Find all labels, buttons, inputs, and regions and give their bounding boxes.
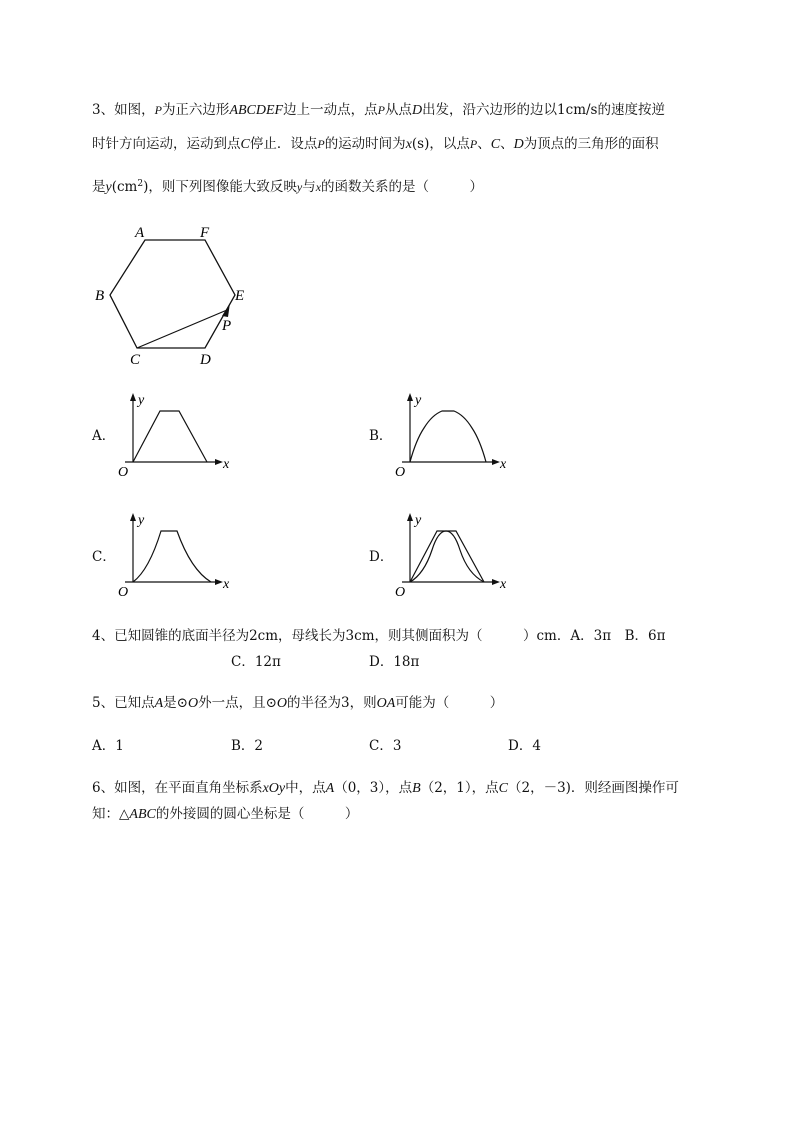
q6-line-1: 6、如图，在平面直角坐标系xOy中，点A（0，3），点B（2，1），点C（2，－3)．则经画图操作可 [92,780,679,796]
option-c-label: C． [92,549,116,565]
x-label: x [223,457,230,472]
q6-line-2: 知：△ABC的外接圆的圆心坐标是（ ） [92,806,359,822]
x-arrow [492,579,500,585]
point-label-p: P [222,318,232,334]
y-arrow [130,393,136,401]
y-label: y [138,393,145,408]
hexagon-figure [90,220,260,370]
graph-curve [133,411,207,462]
q4-line-1: 4、已知圆锥的底面半径为2cm，母线长为3cm，则其侧面积为（ ）cm．A．3π B．6π [92,628,666,644]
q5-line-1: 5、已知点A是⊙O外一点，且⊙O的半径为3，则OA可能为（ ） [92,695,504,711]
option-b-graph [392,390,517,480]
q5-option-a: A．1 [92,738,124,754]
graph-curve [410,531,484,582]
vertex-label-f: F [200,225,210,241]
y-label: y [415,513,422,528]
graph-curve [133,531,211,582]
y-label: y [138,513,145,528]
vertex-label-a: A [135,225,145,241]
q5-option-c: C．3 [369,738,402,754]
q3-line-3: 是$y(cm^2)$，则下列图像能大致反映y与x的函数关系的是（ ） [92,179,484,195]
option-d-label: D． [369,549,394,565]
hexagon-shape [110,240,235,348]
option-a-graph [115,390,240,480]
x-label: x [223,577,230,592]
origin-label: O [395,465,406,480]
q4-option-c: C．12π [231,654,281,670]
origin-label: O [395,585,406,600]
y-arrow [407,513,413,521]
vertex-label-c: C [130,352,141,368]
vertex-label-e: E [235,288,245,304]
q4-option-d: D．18π [369,654,420,670]
q5-option-d: D．4 [508,738,541,754]
arrow-head-p [222,303,230,317]
origin-label: O [118,465,129,480]
vertex-label-d: D [200,352,211,368]
segment-cp [137,310,227,348]
y-arrow [407,393,413,401]
y-label: y [415,393,422,408]
origin-label: O [118,585,129,600]
y-arrow [130,513,136,521]
x-label: x [500,457,507,472]
option-a-label: A． [92,428,116,444]
q3-line-2: 时针方向运动，运动到点C停止．设点P的运动时间为x(s)，以点P、C、D为顶点的三角形的面积 [92,136,659,152]
option-b-label: B． [369,428,393,444]
x-arrow [215,459,223,465]
x-arrow [492,459,500,465]
vertex-label-b: B [95,288,105,304]
option-d-graph [392,510,517,600]
x-arrow [215,579,223,585]
option-c-graph [115,510,240,600]
x-label: x [500,577,507,592]
graph-curve [410,411,486,462]
q3-line-1: 3、如图，P为正六边形ABCDEF边上一动点，点P从点D出发，沿六边形的边以1cm/s的速度按逆 [92,102,665,118]
q5-option-b: B．2 [231,738,264,754]
